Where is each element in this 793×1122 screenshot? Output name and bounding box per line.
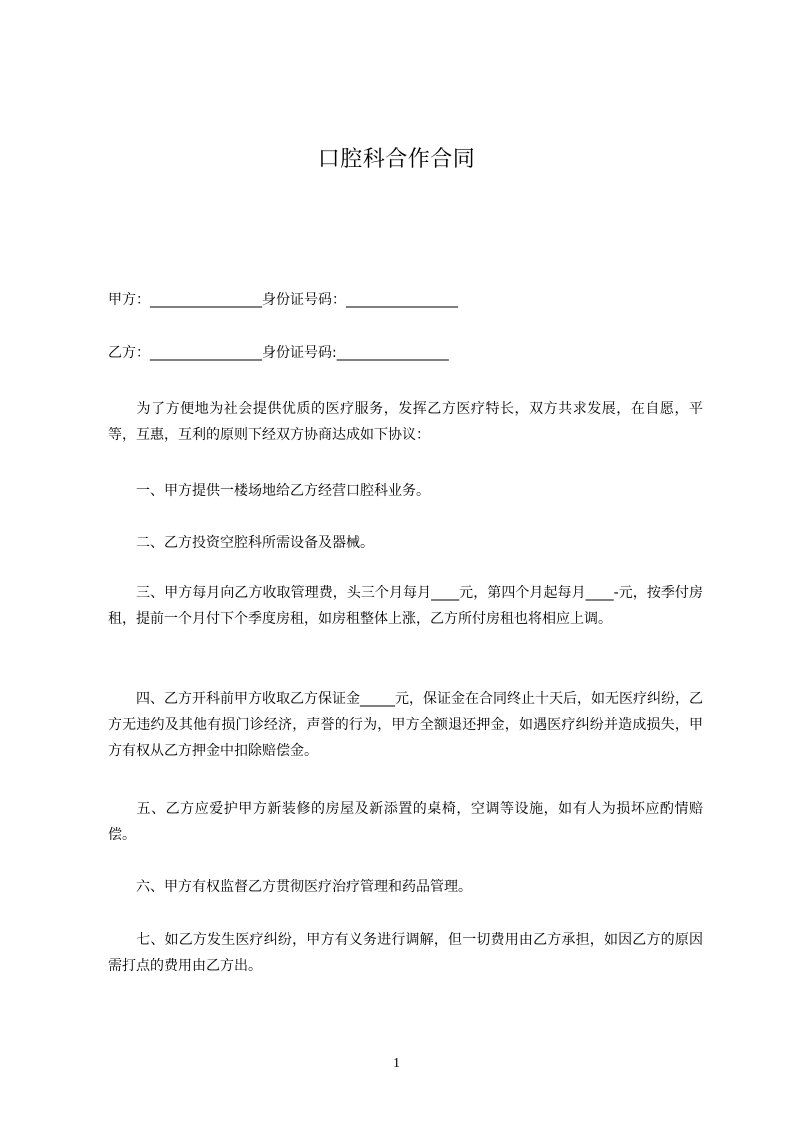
clause-7 — [108, 927, 703, 979]
document-title: 口腔科合作合同 — [317, 147, 476, 172]
clause-5 — [108, 796, 703, 848]
party-b-line: 乙方：________________身份证号码:________________ — [108, 345, 449, 361]
clause-4 — [108, 686, 703, 764]
clause-1 — [108, 478, 703, 504]
clause-6 — [108, 874, 703, 900]
clause-6-text: 六、甲方有权监督乙方贯彻医疗治疗管理和药品管理。 — [136, 879, 472, 895]
page-number: 1 — [393, 1056, 400, 1071]
party-a-line: 甲方：________________身份证号码：________________ — [108, 292, 458, 308]
clause-1-text: 一、甲方提供一楼场地给乙方经营口腔科业务。 — [136, 483, 430, 499]
intro-text: 为了方便地为社会提供优质的医疗服务，发挥乙方医疗特长，双方共求发展，在自愿，平等，互惠，互利的原则下经双方协商达成如下协议： — [108, 401, 703, 443]
clause-5-text: 五、乙方应爱护甲方新装修的房屋及新添置的桌椅，空调等设施，如有人为损坏应酌情赔偿。 — [108, 801, 703, 843]
clause-4-text: 四、乙方开科前甲方收取乙方保证金_____元，保证金在合同终止十天后，如无医疗纠纷，乙方无违约及其他有损门诊经济，声誉的行为，甲方全额退还押金，如遇医疗纠纷并造成损失，甲方有权从乙方押金中扣除赔偿金。 — [108, 691, 703, 759]
intro-paragraph — [108, 396, 703, 448]
clause-2-text: 二、乙方投资空腔科所需设备及器械。 — [136, 535, 374, 551]
clause-3-text: 三、甲方每月向乙方收取管理费，头三个月每月____元，第四个月起每月____-元，按季付房租，提前一个月付下个季度房租，如房租整体上涨，乙方所付房租也将相应上调。 — [108, 585, 703, 627]
clause-3 — [108, 580, 703, 632]
clause-7-text: 七、如乙方发生医疗纠纷，甲方有义务进行调解，但一切费用由乙方承担，如因乙方的原因需打点的费用由乙方出。 — [108, 932, 703, 974]
clause-2 — [108, 530, 703, 556]
